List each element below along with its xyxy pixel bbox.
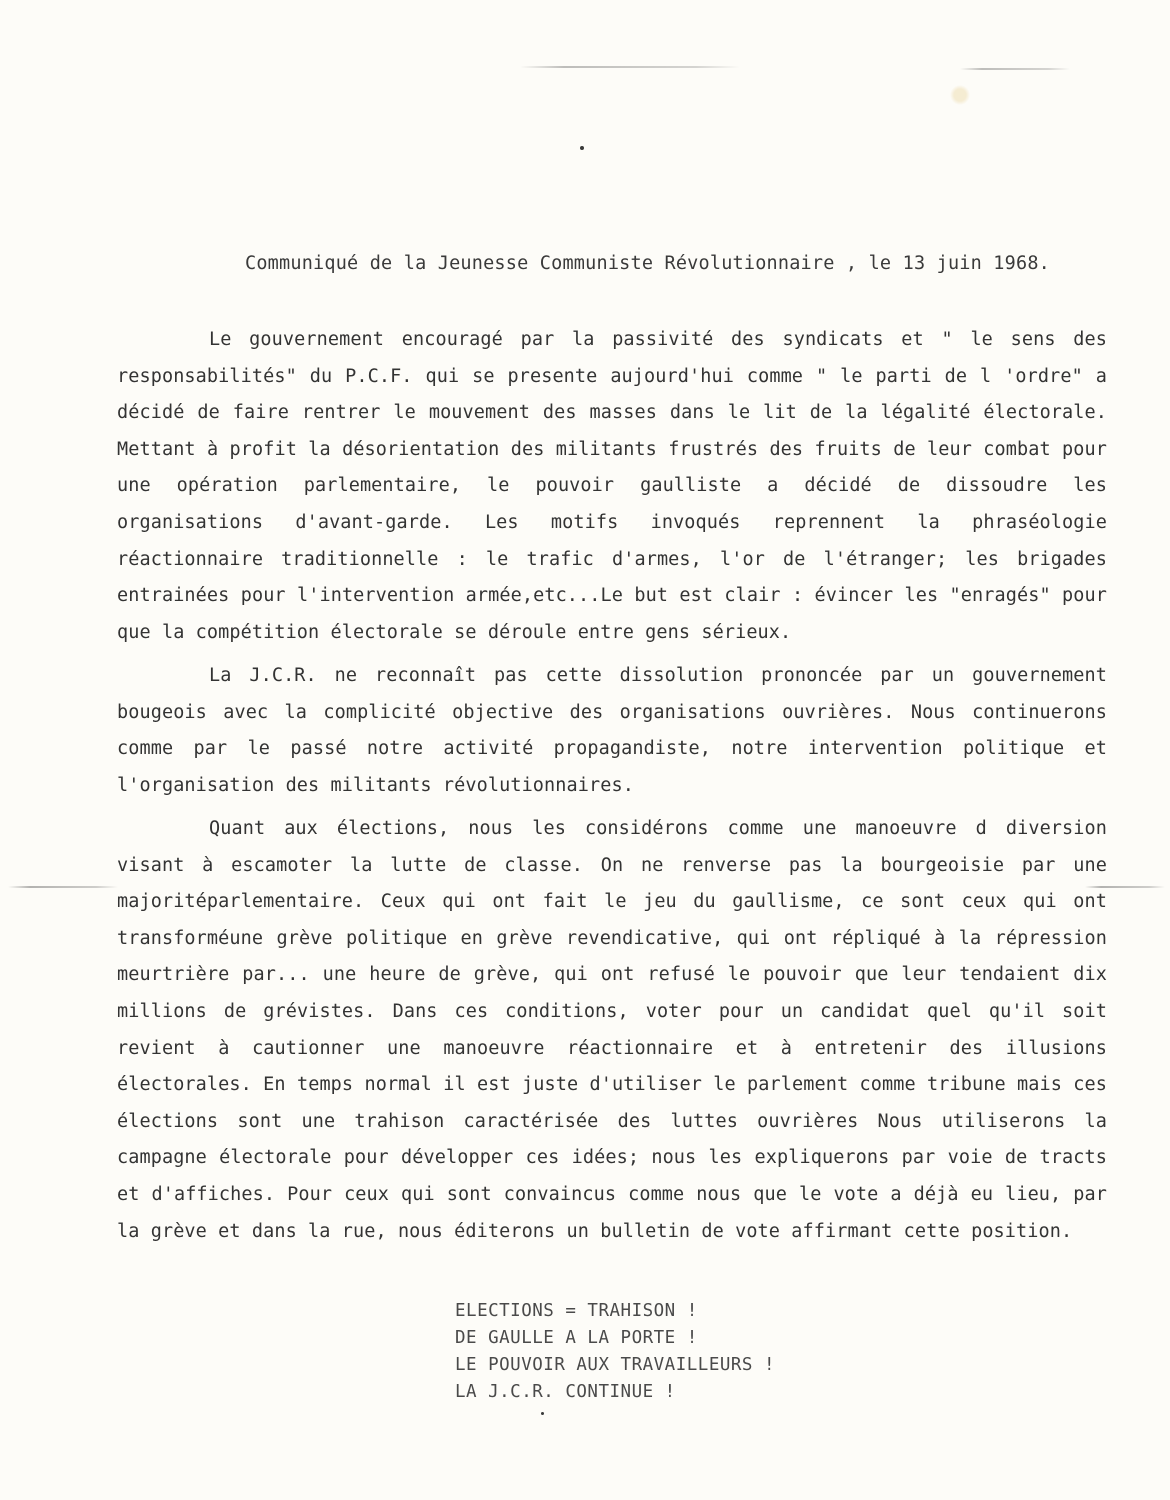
scan-smudge-top xyxy=(520,66,740,68)
document-header: Communiqué de la Jeunesse Communiste Révolutionnaire , le 13 juin 1968. xyxy=(245,253,1050,274)
paragraph-3 xyxy=(117,811,1107,1250)
slogan-2: DE GAULLE A LA PORTE ! xyxy=(455,1328,698,1348)
scan-smudge-middle-left xyxy=(8,886,118,888)
paragraph-2-text: La J.C.R. ne reconnaît pas cette dissolution prononcée par un gouvernement bougeois avec la complicité objective des organisations ouvrières. Nous continuerons comme par le passé notre activité propagandiste, notre intervention politique et l'organisation des militants révolutionnaires. xyxy=(117,665,1107,796)
paragraph-1 xyxy=(117,322,1107,651)
slogan-4: LA J.C.R. CONTINUE ! xyxy=(455,1382,676,1402)
paragraph-3-text: Quant aux élections, nous les considérons comme une manoeuvre d diversion visant à escamoter la lutte de classe. On ne renverse pas la bourgeoisie par une majoritéparlementaire. Ceux qui ont fait le jeu du gaullisme, ce sont ceux qui ont transforméune grève politique en grève revendicative, qui ont répliqué à la répression meurtrière par... une heure de grève, qui ont refusé le pouvoir que leur tendaient dix millions de grévistes. Dans ces conditions, voter pour un candidat quel qu'il soit revient à cautionner une manoeuvre réactionnaire et à entretenir des illusions électorales. En temps normal il est juste d'utiliser le parlement comme tribune mais ces élections sont une trahison caractérisée des luttes ouvrières Nous utiliserons la campagne électorale pour développer ces idées; nous les expliquerons par voie de tracts et d'affiches. Pour ceux qui sont convaincus comme nous que le vote a déjà eu lieu, par la grève et dans la rue, nous éditerons un bulletin de vote affirmant cette position. xyxy=(117,818,1107,1242)
scan-dot xyxy=(580,146,584,150)
paragraph-2 xyxy=(117,658,1107,804)
slogan-3: LE POUVOIR AUX TRAVAILLEURS ! xyxy=(455,1355,776,1375)
slogans-block xyxy=(455,1298,775,1406)
slogan-1: ELECTIONS = TRAHISON ! xyxy=(455,1301,698,1321)
scan-dot-bottom xyxy=(541,1412,544,1415)
paragraph-1-text: Le gouvernement encouragé par la passivité des syndicats et " le sens des responsabilités" du P.C.F. qui se presente aujourd'hui comme " le parti de l 'ordre" a décidé de faire rentrer le mouvement des masses dans le lit de la légalité électorale. Mettant à profit la désorientation des militants frustrés des fruits de leur combat pour une opération parlementaire, le pouvoir gaulliste a décidé de dissoudre les organisations d'avant-garde. Les motifs invoqués reprennent la phraséologie réactionnaire traditionnelle : le trafic d'armes, l'or de l'étranger; les brigades entrainées pour l'intervention armée,etc...Le but est clair : évincer les "enragés" pour que la compétition électorale se déroule entre gens sérieux. xyxy=(117,329,1107,643)
scan-smudge-top-right xyxy=(960,68,1070,70)
